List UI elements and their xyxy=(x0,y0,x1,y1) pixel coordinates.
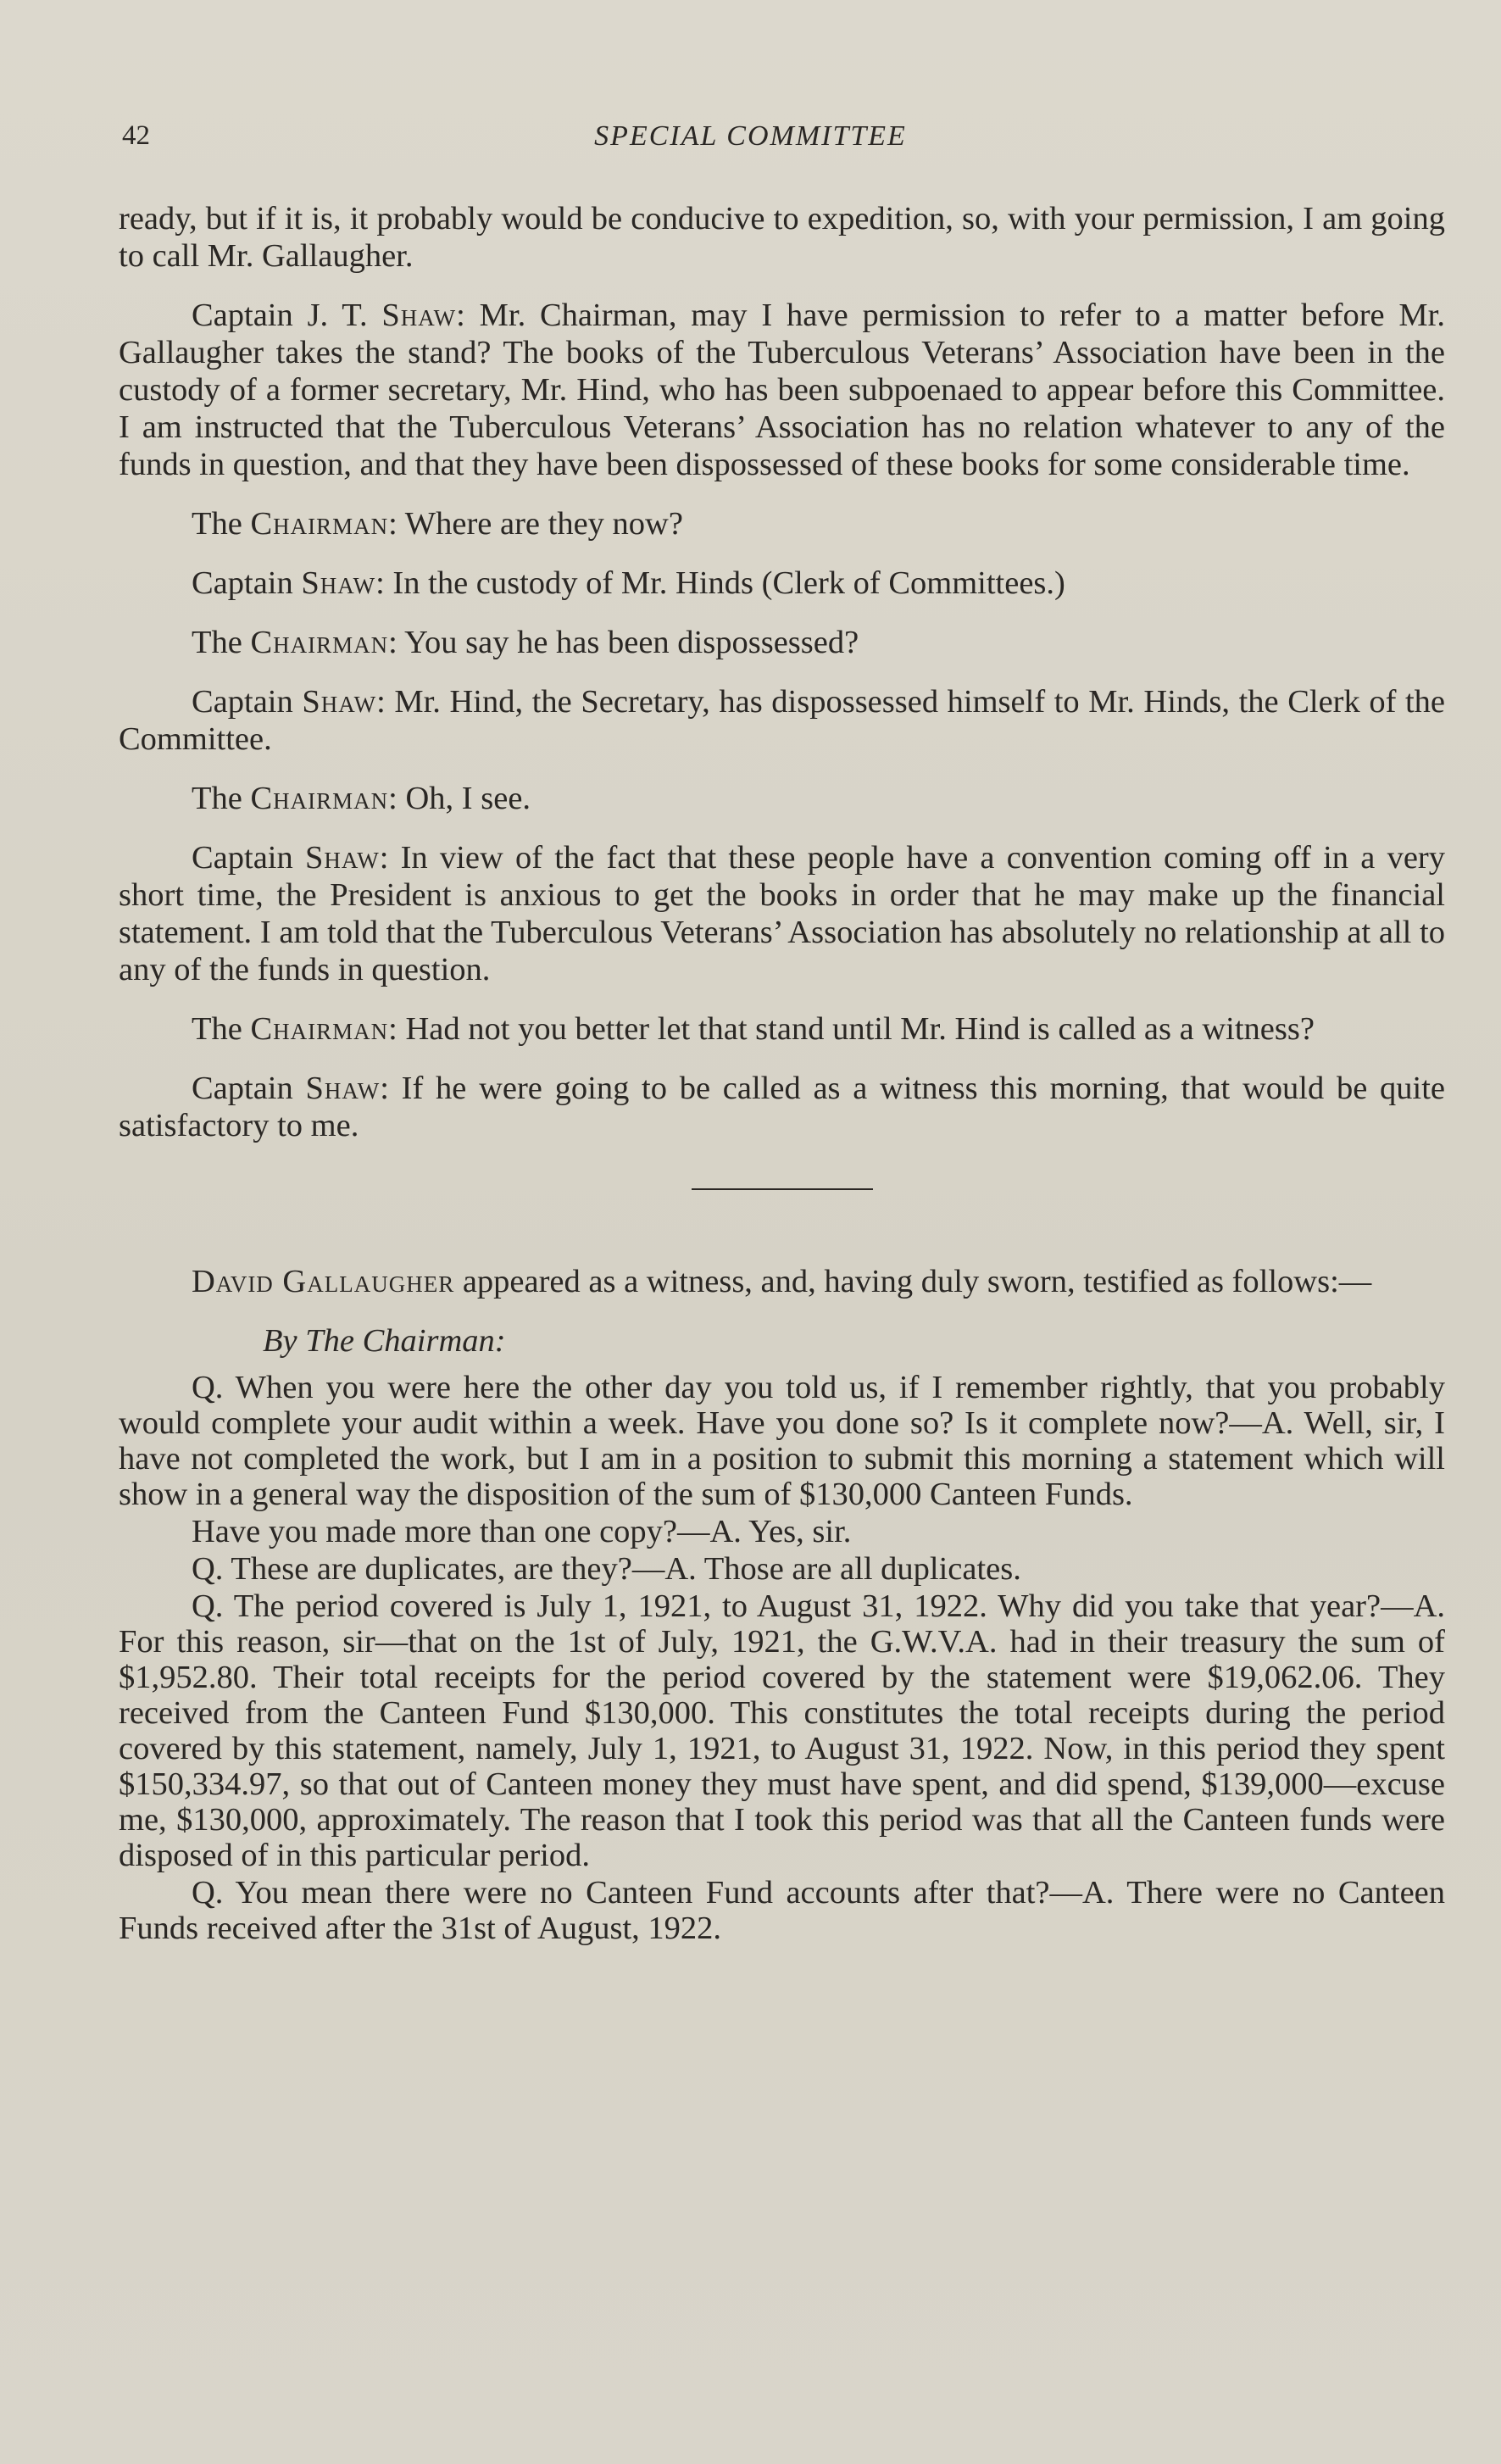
witness-intro xyxy=(119,1263,1445,1300)
paragraph xyxy=(119,1070,1445,1144)
testimony xyxy=(119,1370,1445,1946)
paragraph: ready, but if it is, it probably would be conducive to expedition, so, with your permission, I am going to call Mr. Gallaugher. xyxy=(119,201,1445,274)
paragraph xyxy=(119,1010,1445,1048)
speaker-name: Chairman xyxy=(250,625,389,660)
speech-text: : Where are they now? xyxy=(388,506,683,542)
speaker-name: Shaw xyxy=(381,298,457,333)
speaker-name: Shaw xyxy=(301,565,376,601)
speech-text: : Oh, I see. xyxy=(388,781,531,816)
examiner-byline: By The Chairman: xyxy=(263,1323,506,1359)
speech-text: : Mr. Hind, the Secretary, has dispossessed himself to Mr. Hinds, the Clerk of the Committee. xyxy=(119,684,1446,757)
speech-text: : If he were going to be called as a witness this morning, that would be quite satisfactory to me. xyxy=(119,1071,1445,1143)
speaker-prefix: The xyxy=(192,506,251,542)
speaker-prefix: Captain xyxy=(192,840,305,876)
paragraph xyxy=(119,297,1445,483)
paragraph xyxy=(119,565,1445,602)
qa-paragraph: Have you made more than one copy?—A. Yes, sir. xyxy=(192,1514,852,1549)
speaker-prefix: The xyxy=(192,625,251,660)
speaker-name: Chairman xyxy=(250,781,389,816)
body-text xyxy=(119,200,1445,1946)
speaker-name: Shaw xyxy=(302,684,377,720)
witness-intro-text: appeared as a witness, and, having duly sworn, testified as follows:— xyxy=(454,1264,1372,1299)
speaker-name: Chairman xyxy=(250,1011,389,1047)
speech-text: : You say he has been dispossessed? xyxy=(388,625,859,660)
qa-paragraph: Q. The period covered is July 1, 1921, to August 31, 1922. Why did you take that year?—A. For this reason, sir—that on the 1st of July, 1921, the G.W.V.A. had in their treasury the sum of $1,952.80. Their total receipts for the period covered by the statement were $19,062.06. They received from the Canteen Fund $130,000. This constitutes the total receipts during the period covered by this statement, namely, July 1, 1921, to August 31, 1922. Now, in this period they spent $150,334.97, so that out of Canteen money they must have spent, and did spend, $139,000—excuse me, $130,000, approximately. The reason that I took this period was that all the Canteen funds were disposed of in this particular period. xyxy=(119,1588,1445,1873)
qa-paragraph: Q. You mean there were no Canteen Fund accounts after that?—A. There were no Canteen Funds received after the 31st of August, 1922. xyxy=(119,1875,1445,1946)
speaker-prefix: The xyxy=(192,1011,251,1047)
paragraph xyxy=(119,624,1445,661)
speaker-prefix: Captain J. T. xyxy=(192,298,382,333)
paragraph xyxy=(119,683,1445,758)
speaker-prefix: Captain xyxy=(192,684,303,720)
speaker-name: Shaw xyxy=(305,1071,381,1106)
speech-text: : In the custody of Mr. Hinds (Clerk of Committees.) xyxy=(375,565,1065,601)
speech-text: : Had not you better let that stand until Mr. Hind is called as a witness? xyxy=(388,1011,1315,1047)
speech-text: : Mr. Chairman, may I have permission to refer to a matter before Mr. Gallaugher takes the stand? The books of the Tuberculous Veterans’ Association have been in the custody of a former secretary, Mr. Hind, who has been subpoenaed to appear before this Committee. I am instructed that the Tuberculous Veterans’ Association has no relation whatever to any of the funds in question, and that they have been dispossessed of these books for some considerable time. xyxy=(119,298,1445,482)
running-head: SPECIAL COMMITTEE xyxy=(594,120,907,152)
section-divider xyxy=(692,1188,873,1190)
paragraph xyxy=(119,839,1445,988)
paragraph xyxy=(119,780,1445,817)
speaker-prefix: Captain xyxy=(192,565,302,601)
page-number: 42 xyxy=(122,120,150,151)
paragraph xyxy=(119,505,1445,542)
qa-paragraph: Q. When you were here the other day you told us, if I remember rightly, that you probably would complete your audit within a week. Have you done so? Is it complete now?—A. Well, sir, I have not completed the work, but I am in a position to submit this morning a statement which will show in a general way the disposition of the sum of $130,000 Canteen Funds. xyxy=(119,1370,1445,1512)
witness-name: David Gallaugher xyxy=(192,1264,455,1299)
qa-paragraph: Q. These are duplicates, are they?—A. Those are all duplicates. xyxy=(192,1551,1021,1587)
speech-text: : In view of the fact that these people have a convention coming off in a very short time, the President is anxious to get the books in order that he may make up the financial statement. I am told that the Tuberculous Veterans’ Association has absolutely no relationship at all to any of the funds in question. xyxy=(119,840,1445,987)
page-header xyxy=(119,120,1382,163)
speaker-prefix: The xyxy=(192,781,251,816)
speaker-name: Shaw xyxy=(304,840,380,876)
speaker-name: Chairman xyxy=(250,506,389,542)
speaker-prefix: Captain xyxy=(192,1071,306,1106)
